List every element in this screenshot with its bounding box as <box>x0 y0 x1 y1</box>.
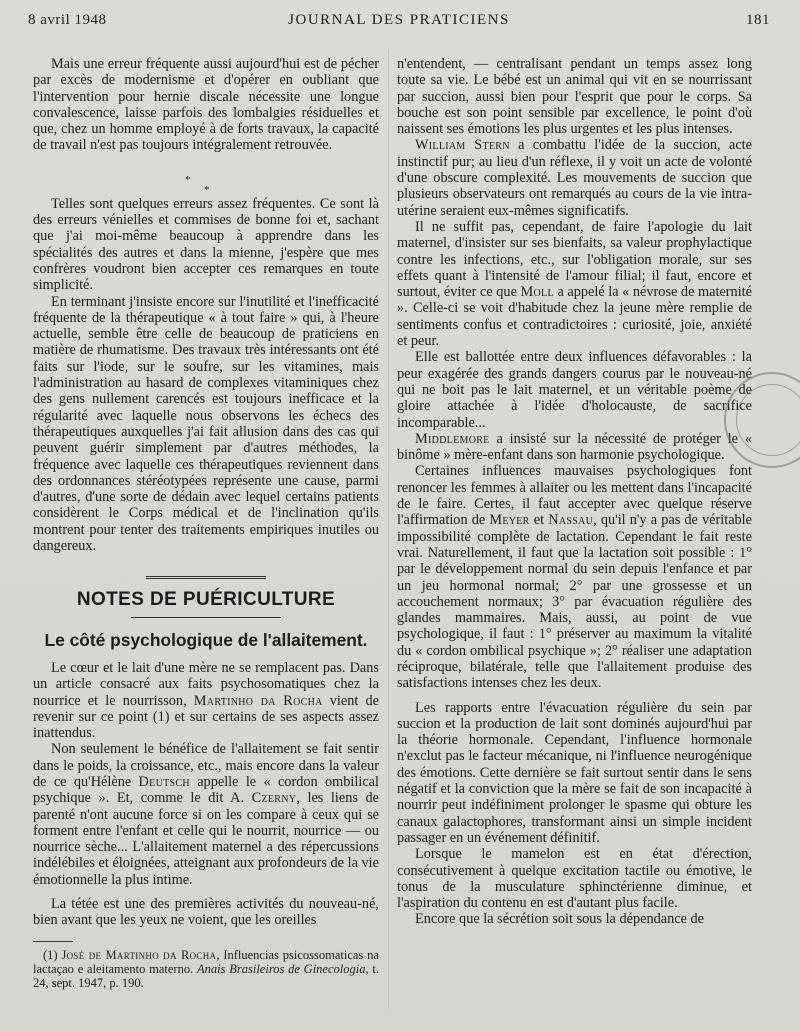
paragraph: Les rapports entre l'évacuation régulière du sein par succion et la production de lait sont dominés aujourd'hui par la théorie hormonale. Cependant, l'influence hormonale n'exclut pas le facteur mécanique, ni l'influence neurogénique des émotions. Cette dernière se fait surtout sentir dans le sens négatif et la conviction que la mère se fait de son incapacité à nourrir peut indéfiniment prolonger le spasme qui obture les canaux galactophores, transformant ainsi un simple incident passager en un événement définitif. <box>397 699 752 846</box>
paragraph: La tétée est une des premières activités du nouveau-né, bien avant que les yeux ne voient, que les oreilles <box>33 896 379 929</box>
paragraph: n'entendent, — centralisant pendant un temps assez long toute sa vie. Le bébé est un animal qui vit en se nourrissant par succion, aussi bien pour l'esprit que pour le corps. Sa bouche est son point sensible par excellence, le point d'où naissent ses émotions les plus urgentes et les plus intenses. <box>397 56 752 138</box>
section-separator-stars: * * <box>185 173 210 196</box>
section-rule-top <box>146 576 266 582</box>
header-date: 8 avril 1948 <box>28 12 107 28</box>
column-gutter <box>388 50 389 1010</box>
paragraph: Lorsque le mamelon est en état d'érection, consécutivement à quelque excitation tactile ou émotive, le tonus de la musculature sphinctérienne diminue, et l'aspiration du contenu en est d'autant plus facile. <box>397 846 752 912</box>
author-name: Martinho da Rocha <box>193 692 323 709</box>
article-title: Le côté psychologique de l'allaitement. <box>44 629 368 650</box>
paragraph: En terminant j'insiste encore sur l'inutilité et l'inefficacité fréquente de la thérapeutique « à tout faire » qui, à l'heure actuelle, semble être celle de beaucoup de praticiens en matière de rhumatisme. Des travaux très intéressants ont été faits sur l'iode, sur le soufre, sur les vitamines, mais l'administration au hasard de complexes vitaminiques chez des gens nullement carencés est toujours inefficace et la régularité avec laquelle nous observons les échecs des thérapeutiques auxquelles j'ai fait allusion dans des cas qui peuvent guérir simplement par d'autres méthodes, la fréquence avec laquelle ces thérapeutiques reviennent dans des ordonnances stéréotypées représente une cause, parmi d'autres, d'une sorte de dédain avec lequel certains patients considèrent le Corps médical et de l'inclination qu'ils montrent pour tenter des traitements empiriques inutiles ou dangereux. <box>33 293 379 555</box>
journal-title: JOURNAL DES PRATICIENS <box>288 12 510 28</box>
footnote-rule <box>33 941 73 942</box>
author-name: Czerny <box>251 790 297 807</box>
paragraph: Mais une erreur fréquente aussi aujourd'hui est de pécher par excès de modernisme et d'opérer en oubliant que l'intervention pour hernie discale nécessite une longue convalescence, laisse parfois des lombalgies résiduelles et que, chez un homme employé à de forts travaux, la capacité de travail n'est pas toujours intégralement retrouvée. <box>33 56 379 154</box>
author-name: Moll <box>520 284 554 301</box>
paragraph: Il ne suffit pas, cependant, de faire l'apologie du lait maternel, d'insister sur ses bienfaits, sa valeur prophylactique contre les infections, etc., sur l'obligation morale, sur ses effets quant à l'intensité de l'amour filial; il faut, encore et surtout, éviter ce que Moll a appelé la « névrose de maternité ». Celle-ci se voit d'habitude chez la jeune mère remplie de sentiments confus et contradictoires : curiosité, joie, anxiété et peur. <box>397 218 752 350</box>
paragraph: Middlemore a insisté sur la nécessité de protéger le « binôme » mère-enfant dans son harmonie psychologique. <box>397 430 752 464</box>
author-name: Middlemore <box>415 430 490 447</box>
running-header <box>28 12 770 30</box>
paragraph: Certaines influences mauvaises psychologiques font renoncer les femmes à allaiter ou les mettent dans l'incapacité de le faire. Certes, il faut accepter avec quelque réserve l'affirmation de Meyer et Nassau, qu'il n'y a pas de véritable impossibilité complète de lactation. Cependant le fait reste vrai. Naturellement, il faut que la lactation soit possible : 1° par le développement normal du sein depuis l'enfance et par un jeu hormonal normal; 2° par une grossesse et un accouchement normaux; 3° par évacuation régulière des glandes mammaires. Mais, aussi, au point de vue psychologique, il faut : 1° préserver au maximum la vitalité du « cordon ombilical psychique »; 2° réaliser une adaptation réciproque, bilatérale, telle que l'allaitement produise des satisfactions intenses chez les deux. <box>397 463 753 692</box>
section-rule-bottom <box>131 617 281 618</box>
author-name: Meyer <box>489 512 530 529</box>
section-title: NOTES DE PUÉRICULTURE <box>76 589 336 611</box>
author-name: Nassau <box>548 512 594 529</box>
paragraph: Encore que la sécrétion soit sous la dépendance de <box>415 911 705 928</box>
paragraph: Telles sont quelques erreurs assez fréquentes. Ce sont là des erreurs vénielles et commises de bonne foi et, sachant que j'ai moi-même beaucoup à apprendre dans les spécialités des autres et dans la mienne, j'espère que mes confrères voudront bien accepter ces remarques en toute simplicité. <box>33 195 379 294</box>
author-name: William Stern <box>415 137 510 154</box>
author-name: Deutsch <box>138 773 190 790</box>
left-column <box>33 56 379 990</box>
page-number: 181 <box>746 12 770 28</box>
paragraph: Non seulement le bénéfice de l'allaitement se fait sentir dans le poids, la croissance, etc., mais encore dans la valeur de ce qu'Hélène Deutsch appelle le « cordon ombilical psychique ». Et, comme le dit A. Czerny, les liens de parenté n'ont aucune force si on les compare à ceux qui se forment entre l'enfant et celle qui le nourrit, nourrice — ou nourrice sèche... L'allaitement maternel a des répercussions indélébiles et éloignées, atteignant aux profondeurs de la vie émotionnelle la plus intime. <box>33 741 380 888</box>
right-column <box>397 56 752 928</box>
paragraph: Le cœur et le lait d'une mère ne se remplacent pas. Dans un article consacré aux faits psychosomatiques chez la nourrice et le nourrisson, Martinho da Rocha vient de revenir sur ce point (1) et sur certains de ses aspects assez inattendus. <box>33 659 379 742</box>
paragraph: William Stern a combattu l'idée de la succion, acte instinctif pur; au lieu d'un réflexe, il y voit un acte de volonté d'une obscure complexité. Les mouvements de succion que plusieurs observateurs ont remarqués au cours de la vie intra-utérine seraient eux-mêmes significatifs. <box>397 137 752 219</box>
paragraph: Elle est ballottée entre deux influences défavorables : la peur exagérée des grands dangers courus par le nouveau-né qui ne boit pas le lait maternel, et un véritable poème de gloire attachée à l'idée d'holocauste, de sacrifice incomparable... <box>397 349 752 431</box>
footnote: (1) José de Martinho da Rocha, Influencias psicossomaticas na lactaçao e aleitamento materno. Anais Brasileiros de Ginecologia, t. 24, sept. 1947, p. 190. <box>33 947 379 991</box>
